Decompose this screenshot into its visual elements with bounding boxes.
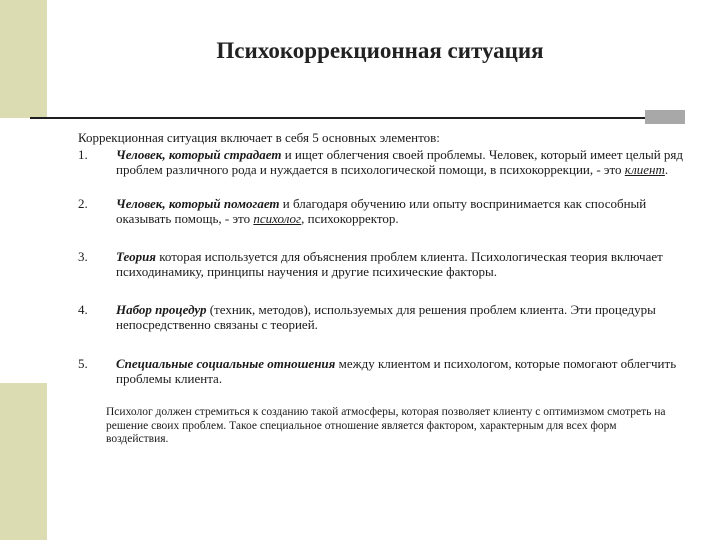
slide-body: [78, 130, 684, 447]
list-item-text: [116, 147, 684, 177]
sidebar-decoration-bottom: [0, 383, 47, 540]
list-item-term: психолог: [253, 211, 302, 226]
list-item-emphasis: Теория: [116, 249, 156, 264]
list-item-text: [116, 356, 684, 386]
footer-note: Психолог должен стремиться к созданию такой атмосферы, которая позволяет клиенту с оптимизмом смотреть на решение своих проблем. Такое специальное отношение является фактором, характерным для всех форм воздействия.: [106, 406, 666, 445]
list-item: [78, 147, 684, 177]
list-item-body: и ищет облегчения своей проблемы. Человек, который имеет целый ряд проблем различного рода и нуждается в психологической помощи, в психокоррекции, - это: [116, 147, 684, 177]
list-item-body: между клиентом и психологом, которые помогают облегчить проблемы клиента.: [116, 356, 677, 386]
sidebar-decoration-top: [0, 0, 47, 118]
list-item: [78, 196, 684, 226]
slide-title: Психокоррекционная ситуация: [216, 38, 544, 63]
list-item-number: 2.: [78, 196, 88, 211]
list-item: [78, 302, 684, 332]
list-item: [78, 249, 684, 279]
list-item-emphasis: Человек, который помогает: [116, 196, 280, 211]
list-item-body: (техник, методов), используемых для решения проблем клиента. Эти процедуры непосредственно связаны с теорией.: [116, 302, 656, 332]
title-divider-line: [30, 117, 660, 119]
list-item-body: и благодаря обучению или опыту воспринимается как способный оказывать помощь, - это: [116, 196, 647, 226]
list-item-number: 1.: [78, 147, 88, 162]
list-item-text: [116, 249, 684, 279]
list-item-tail: .: [664, 162, 669, 177]
list-item-body: которая используется для объяснения проблем клиента. Психологическая теория включает психодинамику, принципы научения и другие психические факторы.: [116, 249, 663, 279]
list-item: [78, 356, 684, 386]
list-item-text: [116, 196, 684, 226]
list-item-number: 4.: [78, 302, 88, 317]
list-item-emphasis: Человек, который страдает: [116, 147, 282, 162]
list-item-tail: , психокорректор.: [301, 211, 399, 226]
list-item-text: [116, 302, 684, 332]
intro-text: Коррекционная ситуация включает в себя 5 основных элементов:: [78, 130, 440, 145]
list-item-emphasis: Специальные социальные отношения: [116, 356, 336, 371]
title-divider-accent: [645, 110, 685, 124]
list-item-term: клиент: [624, 162, 665, 177]
list-item-number: 5.: [78, 356, 88, 371]
list-item-emphasis: Набор процедур: [116, 302, 207, 317]
list-item-number: 3.: [78, 249, 88, 264]
